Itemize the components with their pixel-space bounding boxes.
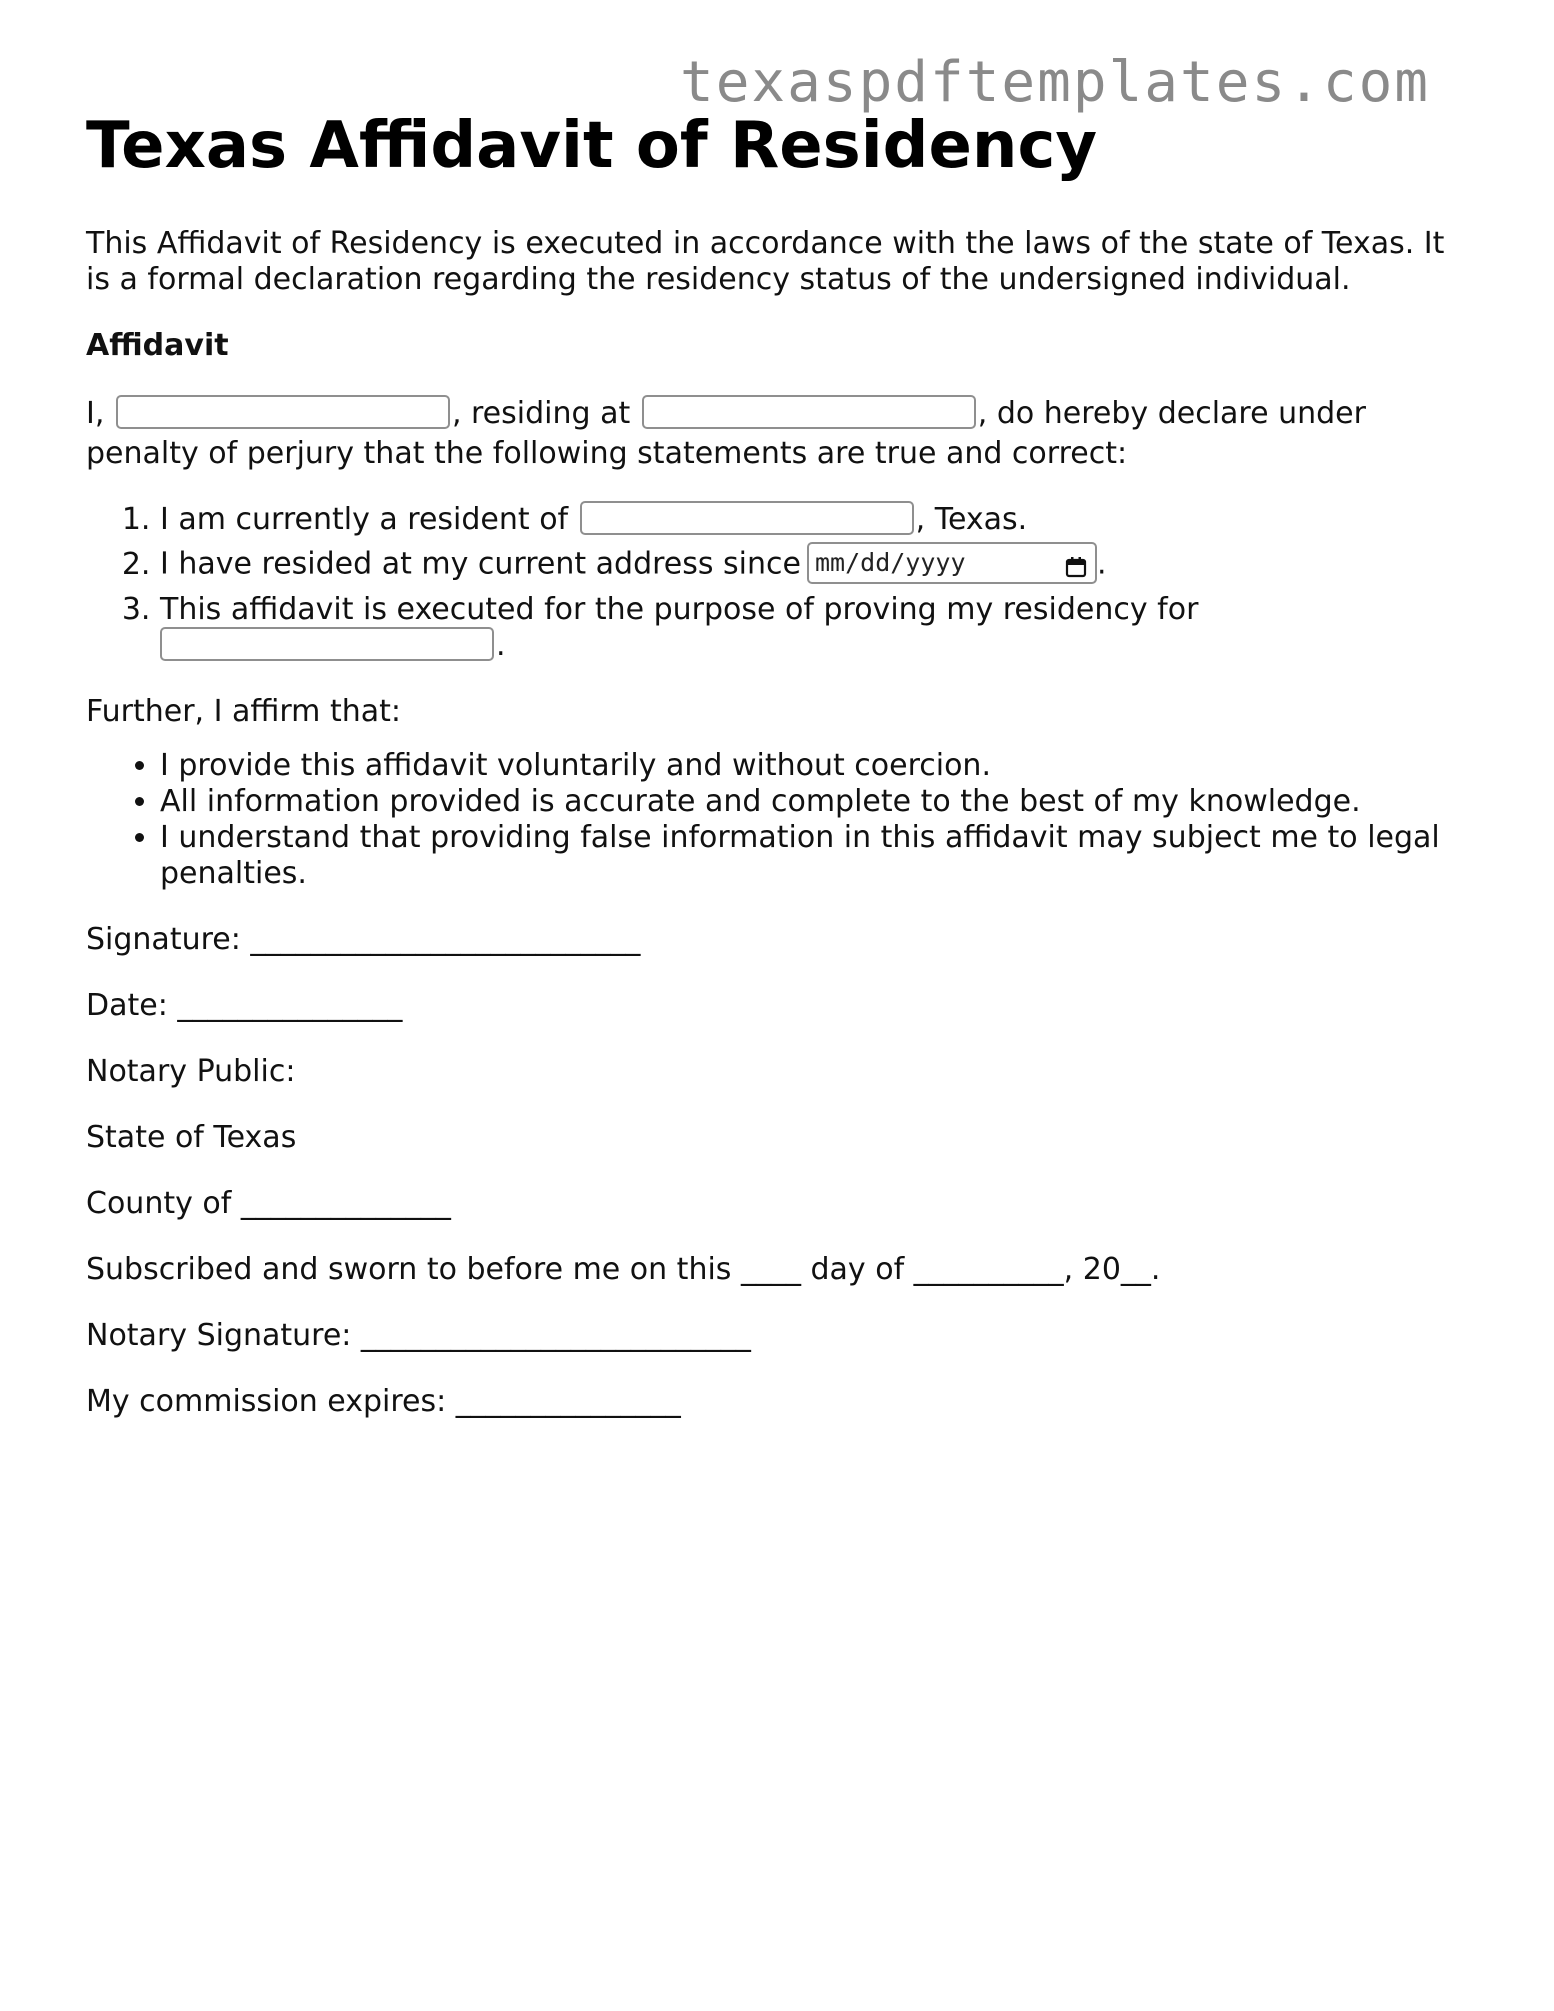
statement-item-resident — [160, 502, 1466, 538]
statement-text: I am currently a resident of — [160, 502, 569, 537]
affidavit-document — [86, 100, 1466, 1420]
declaration-paragraph — [86, 394, 1466, 474]
statement-suffix: . — [1097, 546, 1107, 582]
statement-text: I have resided at my current address since — [160, 546, 801, 582]
sworn-line: Subscribed and sworn to before me on this ____ day of __________, 20__. — [86, 1252, 1161, 1287]
further-heading: Further, I affirm that: — [86, 694, 401, 729]
statement-item-purpose — [160, 592, 1466, 664]
watermark-text: texaspdftemplates.com — [680, 50, 1431, 115]
affidavit-heading: Affidavit — [86, 328, 229, 363]
statements-list — [86, 502, 1466, 664]
statement-text: This affidavit is executed for the purpose of proving my residency for — [160, 592, 1199, 627]
list-item: • I provide this affidavit voluntarily and without coercion. — [160, 748, 1466, 784]
list-item: • All information provided is accurate and complete to the best of my knowledge. — [160, 784, 1466, 820]
statement-suffix: . — [496, 628, 506, 663]
residence-date-input[interactable] — [807, 542, 1097, 584]
commission-expiry-line: My commission expires: _______________ — [86, 1384, 681, 1419]
signature-line: Signature: __________________________ — [86, 922, 641, 957]
residence-address-input[interactable] — [642, 395, 976, 429]
statement-suffix: , Texas. — [915, 502, 1028, 537]
calendar-icon[interactable] — [1065, 552, 1087, 574]
notary-signature-line: Notary Signature: __________________________ — [86, 1318, 751, 1353]
date-placeholder: mm/dd/yyyy — [815, 548, 966, 577]
declaration-mid: , residing at — [451, 396, 631, 431]
intro-paragraph: This Affidavit of Residency is executed in accordance with the laws of the state of Texas. It is a formal declaration regarding the residency status of the undersigned individual. — [86, 226, 1445, 297]
state-line: State of Texas — [86, 1120, 297, 1155]
statement-item-since-date — [160, 544, 1466, 586]
residency-purpose-input[interactable] — [160, 627, 494, 661]
notary-public-label: Notary Public: — [86, 1054, 296, 1089]
county-of-residence-input[interactable] — [580, 501, 914, 535]
date-line: Date: _______________ — [86, 988, 403, 1023]
declaration-suffix: , do hereby declare under penalty of perjury that the following statements are true and correct: — [86, 396, 1366, 471]
page-title: Texas Affidavit of Residency — [86, 109, 1098, 183]
list-item: • I understand that providing false information in this affidavit may subject me to legal penalties. — [160, 820, 1466, 892]
full-name-input[interactable] — [116, 395, 450, 429]
county-line: County of ______________ — [86, 1186, 451, 1221]
declaration-prefix: I, — [86, 396, 105, 431]
affirmations-list — [86, 748, 1466, 892]
